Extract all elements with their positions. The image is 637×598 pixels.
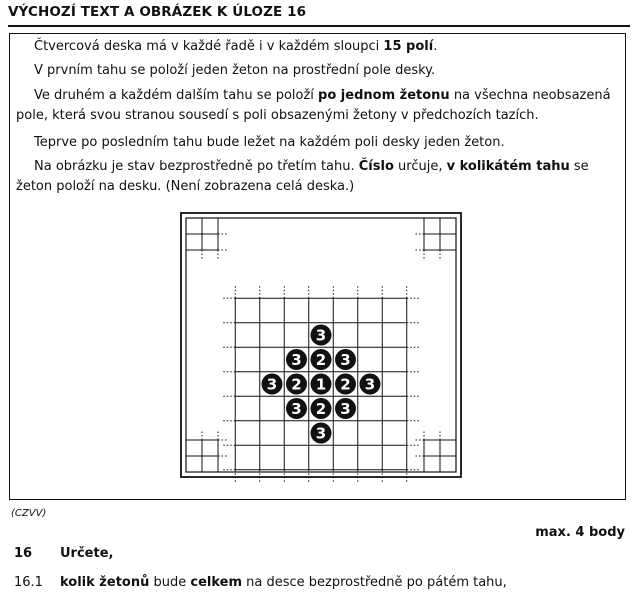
bold-text: v kolikátém tahu xyxy=(446,159,570,174)
token-number: 2 xyxy=(315,400,327,418)
token-number: 3 xyxy=(315,424,327,443)
question-title: Určete, xyxy=(60,546,114,561)
text: . xyxy=(433,39,438,54)
paragraph-next-moves xyxy=(16,86,620,126)
section-heading: VÝCHOZÍ TEXT A OBRÁZEK K ÚLOZE 16 xyxy=(8,4,630,27)
max-points: max. 4 body xyxy=(535,525,625,540)
token-number: 3 xyxy=(291,400,302,418)
paragraph-board-size xyxy=(16,37,637,57)
text: určuje, xyxy=(393,159,447,174)
board-figure xyxy=(180,212,464,482)
token-number: 3 xyxy=(266,375,278,394)
paragraph-last-move: Teprve po posledním tahu bude ležet na každém poli desky jeden žeton. xyxy=(34,135,505,150)
token-number: 3 xyxy=(315,326,327,345)
token-number: 3 xyxy=(340,400,351,418)
text: se žeton položí na desku. (Není zobrazena celá deska.) xyxy=(16,159,589,194)
token-layer xyxy=(262,325,381,444)
source-text-box xyxy=(9,33,626,500)
text: Ve druhém a každém dalším tahu se položí xyxy=(34,88,319,103)
token-number: 3 xyxy=(364,375,376,394)
token-number: 2 xyxy=(340,375,351,394)
paragraph-picture-state xyxy=(16,157,620,197)
token-number: 2 xyxy=(291,375,302,394)
bold-text: po jednom žetonu xyxy=(318,88,450,103)
token-number: 3 xyxy=(291,351,302,369)
token-number: 2 xyxy=(315,351,327,369)
text: Na obrázku je stav bezprostředně po třetím tahu. xyxy=(34,159,359,174)
text: Čtvercová deska má v každé řadě i v každém sloupci xyxy=(34,39,384,54)
bold-text: 15 polí xyxy=(383,39,434,54)
token-number: 3 xyxy=(340,351,351,369)
text: na všechna neobsazená pole, která svou stranou sousedí s poli obsazenými žetony v předchozích tazích. xyxy=(16,88,611,123)
text: bude xyxy=(149,575,191,590)
text: na desce bezprostředně po pátém tahu, xyxy=(242,575,507,590)
subquestion-text xyxy=(60,575,507,590)
source-credit: (CZVV) xyxy=(11,508,47,519)
subquestion-number: 16.1 xyxy=(14,575,43,590)
bold-text: kolik žetonů xyxy=(60,575,150,590)
question-number: 16 xyxy=(14,546,33,561)
token-number: 1 xyxy=(315,375,327,394)
bold-text: Číslo xyxy=(358,159,394,174)
bold-text: celkem xyxy=(190,575,243,590)
paragraph-first-move: V prvním tahu se položí jeden žeton na prostřední pole desky. xyxy=(34,63,436,78)
